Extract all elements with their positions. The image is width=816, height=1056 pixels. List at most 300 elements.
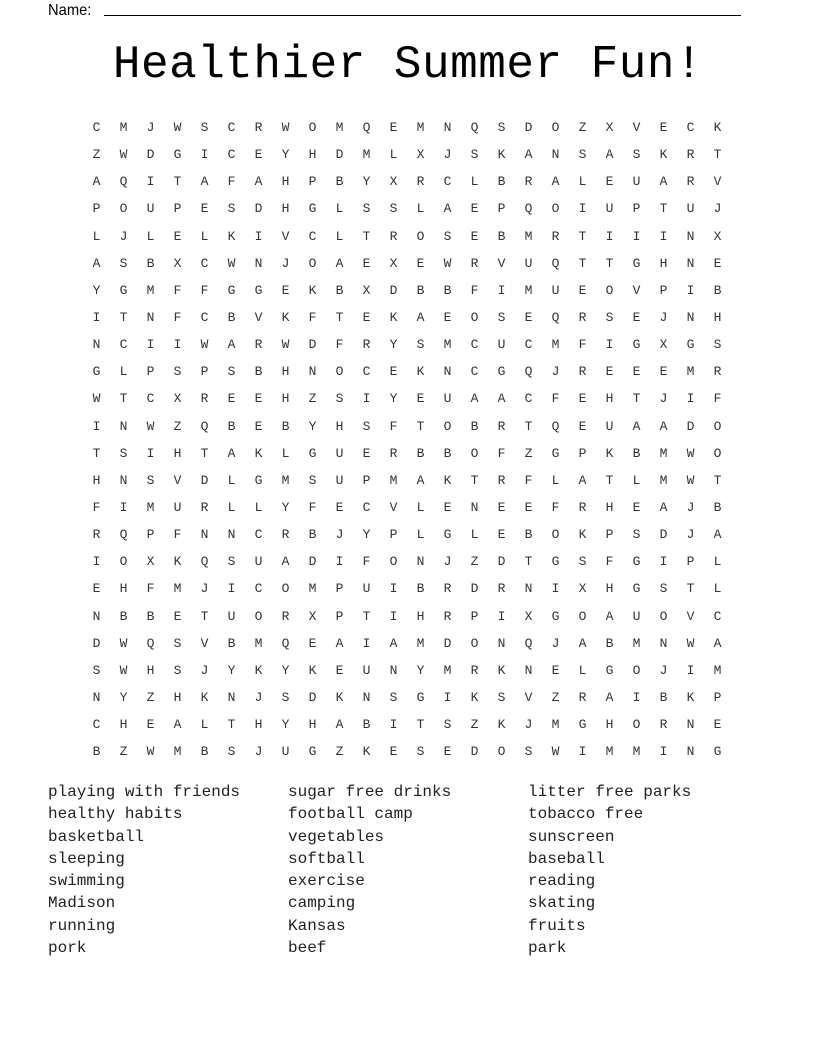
- grid-letter[interactable]: A: [335, 255, 344, 271]
- grid-letter[interactable]: L: [578, 662, 587, 678]
- grid-letter[interactable]: M: [632, 744, 641, 760]
- grid-letter[interactable]: C: [254, 527, 263, 543]
- grid-letter[interactable]: X: [389, 255, 398, 271]
- grid-letter[interactable]: K: [173, 554, 182, 570]
- grid-letter[interactable]: G: [713, 744, 722, 760]
- grid-letter[interactable]: C: [200, 310, 209, 326]
- grid-letter[interactable]: R: [713, 364, 722, 380]
- grid-letter[interactable]: E: [389, 744, 398, 760]
- grid-letter[interactable]: B: [659, 690, 668, 706]
- grid-letter[interactable]: L: [416, 201, 425, 217]
- grid-letter[interactable]: G: [254, 472, 263, 488]
- grid-letter[interactable]: Z: [119, 744, 128, 760]
- grid-letter[interactable]: D: [524, 120, 533, 136]
- grid-letter[interactable]: E: [470, 201, 479, 217]
- grid-letter[interactable]: F: [92, 500, 101, 516]
- grid-letter[interactable]: Q: [119, 174, 128, 190]
- grid-letter[interactable]: S: [362, 418, 371, 434]
- grid-letter[interactable]: H: [308, 147, 317, 163]
- grid-letter[interactable]: Z: [524, 445, 533, 461]
- grid-letter[interactable]: B: [200, 744, 209, 760]
- grid-letter[interactable]: I: [362, 635, 371, 651]
- grid-letter[interactable]: L: [92, 228, 101, 244]
- grid-letter[interactable]: T: [524, 554, 533, 570]
- grid-letter[interactable]: I: [227, 581, 236, 597]
- grid-letter[interactable]: Z: [146, 690, 155, 706]
- grid-letter[interactable]: F: [146, 581, 155, 597]
- grid-letter[interactable]: Q: [200, 418, 209, 434]
- grid-letter[interactable]: R: [686, 174, 695, 190]
- grid-letter[interactable]: A: [335, 635, 344, 651]
- grid-letter[interactable]: N: [308, 364, 317, 380]
- grid-letter[interactable]: G: [173, 147, 182, 163]
- grid-letter[interactable]: G: [92, 364, 101, 380]
- grid-letter[interactable]: W: [281, 337, 290, 353]
- grid-letter[interactable]: G: [632, 581, 641, 597]
- grid-letter[interactable]: C: [254, 581, 263, 597]
- grid-letter[interactable]: K: [578, 527, 587, 543]
- grid-letter[interactable]: I: [200, 147, 209, 163]
- grid-letter[interactable]: P: [497, 201, 506, 217]
- grid-letter[interactable]: E: [362, 310, 371, 326]
- grid-letter[interactable]: S: [524, 744, 533, 760]
- grid-letter[interactable]: G: [632, 337, 641, 353]
- grid-letter[interactable]: G: [605, 662, 614, 678]
- grid-letter[interactable]: B: [362, 717, 371, 733]
- grid-letter[interactable]: I: [254, 228, 263, 244]
- grid-letter[interactable]: F: [335, 337, 344, 353]
- grid-letter[interactable]: U: [524, 255, 533, 271]
- grid-letter[interactable]: E: [335, 662, 344, 678]
- grid-letter[interactable]: R: [578, 690, 587, 706]
- grid-letter[interactable]: N: [119, 472, 128, 488]
- grid-letter[interactable]: M: [551, 337, 560, 353]
- grid-letter[interactable]: N: [686, 255, 695, 271]
- grid-letter[interactable]: O: [389, 554, 398, 570]
- grid-letter[interactable]: S: [227, 364, 236, 380]
- grid-letter[interactable]: C: [362, 500, 371, 516]
- grid-letter[interactable]: Z: [470, 717, 479, 733]
- grid-letter[interactable]: A: [659, 174, 668, 190]
- grid-letter[interactable]: S: [362, 201, 371, 217]
- grid-letter[interactable]: K: [713, 120, 722, 136]
- grid-letter[interactable]: N: [470, 500, 479, 516]
- grid-letter[interactable]: X: [713, 228, 722, 244]
- grid-letter[interactable]: E: [713, 717, 722, 733]
- grid-letter[interactable]: G: [551, 608, 560, 624]
- grid-letter[interactable]: R: [686, 147, 695, 163]
- grid-letter[interactable]: O: [632, 662, 641, 678]
- grid-letter[interactable]: D: [254, 201, 263, 217]
- grid-letter[interactable]: T: [227, 717, 236, 733]
- grid-letter[interactable]: A: [659, 418, 668, 434]
- grid-letter[interactable]: Q: [524, 635, 533, 651]
- grid-letter[interactable]: I: [632, 228, 641, 244]
- grid-letter[interactable]: F: [308, 310, 317, 326]
- grid-letter[interactable]: H: [416, 608, 425, 624]
- grid-letter[interactable]: N: [92, 608, 101, 624]
- grid-letter[interactable]: H: [281, 201, 290, 217]
- grid-letter[interactable]: E: [659, 120, 668, 136]
- grid-letter[interactable]: N: [659, 635, 668, 651]
- grid-letter[interactable]: S: [416, 337, 425, 353]
- grid-letter[interactable]: S: [443, 228, 452, 244]
- grid-letter[interactable]: Y: [416, 662, 425, 678]
- grid-letter[interactable]: T: [173, 174, 182, 190]
- grid-letter[interactable]: A: [416, 310, 425, 326]
- grid-letter[interactable]: A: [227, 337, 236, 353]
- grid-letter[interactable]: T: [605, 255, 614, 271]
- grid-letter[interactable]: J: [254, 690, 263, 706]
- grid-letter[interactable]: D: [659, 527, 668, 543]
- grid-letter[interactable]: N: [200, 527, 209, 543]
- grid-letter[interactable]: R: [578, 364, 587, 380]
- grid-letter[interactable]: T: [524, 418, 533, 434]
- grid-letter[interactable]: C: [362, 364, 371, 380]
- grid-letter[interactable]: O: [713, 445, 722, 461]
- grid-letter[interactable]: L: [470, 527, 479, 543]
- grid-letter[interactable]: B: [524, 527, 533, 543]
- grid-letter[interactable]: O: [551, 120, 560, 136]
- grid-letter[interactable]: E: [416, 391, 425, 407]
- grid-letter[interactable]: Y: [281, 500, 290, 516]
- grid-letter[interactable]: U: [335, 445, 344, 461]
- grid-letter[interactable]: O: [551, 201, 560, 217]
- grid-letter[interactable]: G: [632, 554, 641, 570]
- grid-letter[interactable]: S: [389, 201, 398, 217]
- grid-letter[interactable]: A: [551, 174, 560, 190]
- grid-letter[interactable]: H: [335, 418, 344, 434]
- grid-letter[interactable]: S: [227, 201, 236, 217]
- grid-letter[interactable]: P: [173, 201, 182, 217]
- grid-letter[interactable]: N: [443, 364, 452, 380]
- grid-letter[interactable]: Y: [92, 282, 101, 298]
- grid-letter[interactable]: D: [389, 282, 398, 298]
- grid-letter[interactable]: L: [227, 472, 236, 488]
- grid-letter[interactable]: N: [254, 255, 263, 271]
- grid-letter[interactable]: I: [686, 662, 695, 678]
- grid-letter[interactable]: Q: [470, 120, 479, 136]
- grid-letter[interactable]: T: [92, 445, 101, 461]
- grid-letter[interactable]: A: [227, 445, 236, 461]
- grid-letter[interactable]: M: [605, 744, 614, 760]
- grid-letter[interactable]: V: [713, 174, 722, 190]
- grid-letter[interactable]: P: [308, 174, 317, 190]
- grid-letter[interactable]: S: [92, 662, 101, 678]
- grid-letter[interactable]: I: [362, 391, 371, 407]
- grid-letter[interactable]: L: [200, 228, 209, 244]
- grid-letter[interactable]: M: [308, 581, 317, 597]
- grid-letter[interactable]: B: [443, 282, 452, 298]
- grid-letter[interactable]: I: [443, 690, 452, 706]
- grid-letter[interactable]: A: [173, 717, 182, 733]
- grid-letter[interactable]: U: [227, 608, 236, 624]
- grid-letter[interactable]: I: [686, 391, 695, 407]
- grid-letter[interactable]: E: [308, 635, 317, 651]
- grid-letter[interactable]: W: [686, 635, 695, 651]
- grid-letter[interactable]: E: [173, 608, 182, 624]
- grid-letter[interactable]: R: [524, 174, 533, 190]
- grid-letter[interactable]: B: [416, 445, 425, 461]
- grid-letter[interactable]: W: [200, 337, 209, 353]
- grid-letter[interactable]: O: [713, 418, 722, 434]
- grid-letter[interactable]: D: [308, 690, 317, 706]
- grid-letter[interactable]: M: [416, 635, 425, 651]
- grid-letter[interactable]: E: [659, 364, 668, 380]
- grid-letter[interactable]: M: [119, 120, 128, 136]
- grid-letter[interactable]: C: [227, 147, 236, 163]
- grid-letter[interactable]: X: [173, 255, 182, 271]
- grid-letter[interactable]: B: [254, 364, 263, 380]
- grid-letter[interactable]: L: [470, 174, 479, 190]
- grid-letter[interactable]: J: [524, 717, 533, 733]
- grid-letter[interactable]: P: [335, 581, 344, 597]
- grid-letter[interactable]: D: [308, 337, 317, 353]
- grid-letter[interactable]: E: [254, 147, 263, 163]
- grid-letter[interactable]: L: [335, 228, 344, 244]
- grid-letter[interactable]: K: [443, 472, 452, 488]
- grid-letter[interactable]: D: [335, 147, 344, 163]
- grid-letter[interactable]: A: [92, 255, 101, 271]
- grid-letter[interactable]: E: [227, 391, 236, 407]
- grid-letter[interactable]: E: [443, 310, 452, 326]
- grid-letter[interactable]: J: [281, 255, 290, 271]
- grid-letter[interactable]: X: [524, 608, 533, 624]
- grid-letter[interactable]: T: [470, 472, 479, 488]
- grid-letter[interactable]: E: [254, 418, 263, 434]
- grid-letter[interactable]: C: [470, 337, 479, 353]
- grid-letter[interactable]: B: [335, 282, 344, 298]
- grid-letter[interactable]: E: [605, 174, 614, 190]
- grid-letter[interactable]: I: [92, 310, 101, 326]
- grid-letter[interactable]: M: [632, 635, 641, 651]
- grid-letter[interactable]: R: [254, 120, 263, 136]
- grid-letter[interactable]: S: [173, 364, 182, 380]
- grid-letter[interactable]: Z: [308, 391, 317, 407]
- grid-letter[interactable]: C: [524, 391, 533, 407]
- grid-letter[interactable]: J: [686, 500, 695, 516]
- grid-letter[interactable]: I: [389, 581, 398, 597]
- grid-letter[interactable]: Q: [119, 527, 128, 543]
- grid-letter[interactable]: O: [443, 418, 452, 434]
- grid-letter[interactable]: H: [659, 255, 668, 271]
- grid-letter[interactable]: B: [497, 228, 506, 244]
- grid-letter[interactable]: V: [173, 472, 182, 488]
- grid-letter[interactable]: P: [362, 472, 371, 488]
- grid-letter[interactable]: B: [605, 635, 614, 651]
- grid-letter[interactable]: C: [227, 120, 236, 136]
- grid-letter[interactable]: E: [524, 310, 533, 326]
- grid-letter[interactable]: I: [551, 581, 560, 597]
- grid-letter[interactable]: S: [146, 472, 155, 488]
- grid-letter[interactable]: F: [551, 500, 560, 516]
- grid-letter[interactable]: F: [551, 391, 560, 407]
- grid-letter[interactable]: S: [443, 717, 452, 733]
- grid-letter[interactable]: R: [659, 717, 668, 733]
- grid-letter[interactable]: X: [605, 120, 614, 136]
- grid-letter[interactable]: B: [227, 635, 236, 651]
- grid-letter[interactable]: A: [713, 635, 722, 651]
- grid-letter[interactable]: R: [281, 608, 290, 624]
- grid-letter[interactable]: P: [632, 201, 641, 217]
- grid-letter[interactable]: E: [335, 500, 344, 516]
- grid-letter[interactable]: Y: [362, 174, 371, 190]
- grid-letter[interactable]: G: [308, 744, 317, 760]
- grid-letter[interactable]: U: [632, 608, 641, 624]
- grid-letter[interactable]: W: [173, 120, 182, 136]
- grid-letter[interactable]: N: [497, 635, 506, 651]
- grid-letter[interactable]: Q: [551, 418, 560, 434]
- grid-letter[interactable]: B: [227, 310, 236, 326]
- grid-letter[interactable]: P: [92, 201, 101, 217]
- grid-letter[interactable]: L: [551, 472, 560, 488]
- grid-letter[interactable]: A: [605, 147, 614, 163]
- grid-letter[interactable]: S: [389, 690, 398, 706]
- grid-letter[interactable]: O: [470, 310, 479, 326]
- grid-letter[interactable]: H: [281, 174, 290, 190]
- grid-letter[interactable]: I: [389, 717, 398, 733]
- grid-letter[interactable]: M: [659, 472, 668, 488]
- grid-letter[interactable]: J: [200, 581, 209, 597]
- grid-letter[interactable]: M: [146, 282, 155, 298]
- grid-letter[interactable]: W: [686, 445, 695, 461]
- grid-letter[interactable]: X: [416, 147, 425, 163]
- grid-letter[interactable]: D: [308, 554, 317, 570]
- grid-letter[interactable]: K: [659, 147, 668, 163]
- grid-letter[interactable]: Y: [227, 662, 236, 678]
- grid-letter[interactable]: S: [227, 554, 236, 570]
- grid-letter[interactable]: J: [713, 201, 722, 217]
- grid-letter[interactable]: G: [416, 690, 425, 706]
- grid-letter[interactable]: S: [119, 255, 128, 271]
- grid-letter[interactable]: U: [146, 201, 155, 217]
- grid-letter[interactable]: O: [119, 201, 128, 217]
- grid-letter[interactable]: Q: [551, 255, 560, 271]
- grid-letter[interactable]: F: [173, 527, 182, 543]
- grid-letter[interactable]: B: [227, 418, 236, 434]
- grid-letter[interactable]: F: [173, 310, 182, 326]
- grid-letter[interactable]: L: [416, 500, 425, 516]
- grid-letter[interactable]: I: [173, 337, 182, 353]
- grid-letter[interactable]: M: [254, 635, 263, 651]
- grid-letter[interactable]: B: [119, 608, 128, 624]
- grid-letter[interactable]: B: [713, 282, 722, 298]
- grid-letter[interactable]: B: [335, 174, 344, 190]
- grid-letter[interactable]: N: [92, 690, 101, 706]
- grid-letter[interactable]: A: [713, 527, 722, 543]
- grid-letter[interactable]: H: [173, 690, 182, 706]
- grid-letter[interactable]: P: [713, 690, 722, 706]
- name-blank-line[interactable]: [104, 15, 741, 16]
- grid-letter[interactable]: O: [497, 744, 506, 760]
- grid-letter[interactable]: I: [146, 174, 155, 190]
- grid-letter[interactable]: A: [605, 608, 614, 624]
- grid-letter[interactable]: Y: [281, 147, 290, 163]
- grid-letter[interactable]: N: [227, 527, 236, 543]
- grid-letter[interactable]: C: [686, 120, 695, 136]
- grid-letter[interactable]: O: [659, 608, 668, 624]
- grid-letter[interactable]: S: [200, 120, 209, 136]
- grid-letter[interactable]: S: [308, 472, 317, 488]
- grid-letter[interactable]: B: [281, 418, 290, 434]
- grid-letter[interactable]: K: [362, 744, 371, 760]
- grid-letter[interactable]: A: [524, 147, 533, 163]
- grid-letter[interactable]: I: [632, 690, 641, 706]
- grid-letter[interactable]: O: [470, 635, 479, 651]
- grid-letter[interactable]: D: [470, 581, 479, 597]
- grid-letter[interactable]: Y: [389, 337, 398, 353]
- grid-letter[interactable]: R: [578, 310, 587, 326]
- grid-letter[interactable]: E: [254, 391, 263, 407]
- grid-letter[interactable]: K: [416, 364, 425, 380]
- grid-letter[interactable]: W: [281, 120, 290, 136]
- grid-letter[interactable]: T: [119, 391, 128, 407]
- grid-letter[interactable]: K: [497, 717, 506, 733]
- grid-letter[interactable]: G: [308, 445, 317, 461]
- grid-letter[interactable]: A: [254, 174, 263, 190]
- grid-letter[interactable]: G: [227, 282, 236, 298]
- grid-letter[interactable]: S: [632, 527, 641, 543]
- grid-letter[interactable]: T: [362, 608, 371, 624]
- grid-letter[interactable]: Z: [173, 418, 182, 434]
- grid-letter[interactable]: H: [281, 391, 290, 407]
- grid-letter[interactable]: O: [254, 608, 263, 624]
- grid-letter[interactable]: Q: [362, 120, 371, 136]
- grid-letter[interactable]: Y: [281, 717, 290, 733]
- grid-letter[interactable]: T: [578, 255, 587, 271]
- grid-letter[interactable]: O: [605, 282, 614, 298]
- grid-letter[interactable]: R: [416, 174, 425, 190]
- grid-letter[interactable]: T: [119, 310, 128, 326]
- grid-letter[interactable]: T: [200, 608, 209, 624]
- grid-letter[interactable]: U: [686, 201, 695, 217]
- grid-letter[interactable]: C: [713, 608, 722, 624]
- grid-letter[interactable]: U: [335, 472, 344, 488]
- grid-letter[interactable]: A: [389, 635, 398, 651]
- grid-letter[interactable]: D: [443, 635, 452, 651]
- grid-letter[interactable]: N: [686, 717, 695, 733]
- grid-letter[interactable]: Z: [92, 147, 101, 163]
- grid-letter[interactable]: K: [470, 690, 479, 706]
- grid-letter[interactable]: E: [173, 228, 182, 244]
- grid-letter[interactable]: I: [497, 282, 506, 298]
- grid-letter[interactable]: E: [443, 500, 452, 516]
- grid-letter[interactable]: F: [362, 554, 371, 570]
- grid-letter[interactable]: V: [281, 228, 290, 244]
- grid-letter[interactable]: B: [416, 581, 425, 597]
- grid-letter[interactable]: R: [443, 608, 452, 624]
- grid-letter[interactable]: R: [362, 337, 371, 353]
- grid-letter[interactable]: K: [254, 662, 263, 678]
- grid-letter[interactable]: V: [632, 282, 641, 298]
- grid-letter[interactable]: S: [119, 445, 128, 461]
- grid-letter[interactable]: I: [497, 608, 506, 624]
- grid-letter[interactable]: A: [335, 717, 344, 733]
- grid-letter[interactable]: S: [497, 310, 506, 326]
- grid-letter[interactable]: B: [632, 445, 641, 461]
- grid-letter[interactable]: K: [308, 282, 317, 298]
- grid-letter[interactable]: U: [497, 337, 506, 353]
- grid-letter[interactable]: E: [578, 282, 587, 298]
- grid-letter[interactable]: E: [524, 500, 533, 516]
- grid-letter[interactable]: C: [470, 364, 479, 380]
- grid-letter[interactable]: E: [605, 364, 614, 380]
- grid-letter[interactable]: S: [578, 554, 587, 570]
- grid-letter[interactable]: H: [605, 500, 614, 516]
- grid-letter[interactable]: V: [497, 255, 506, 271]
- grid-letter[interactable]: U: [173, 500, 182, 516]
- grid-letter[interactable]: L: [227, 500, 236, 516]
